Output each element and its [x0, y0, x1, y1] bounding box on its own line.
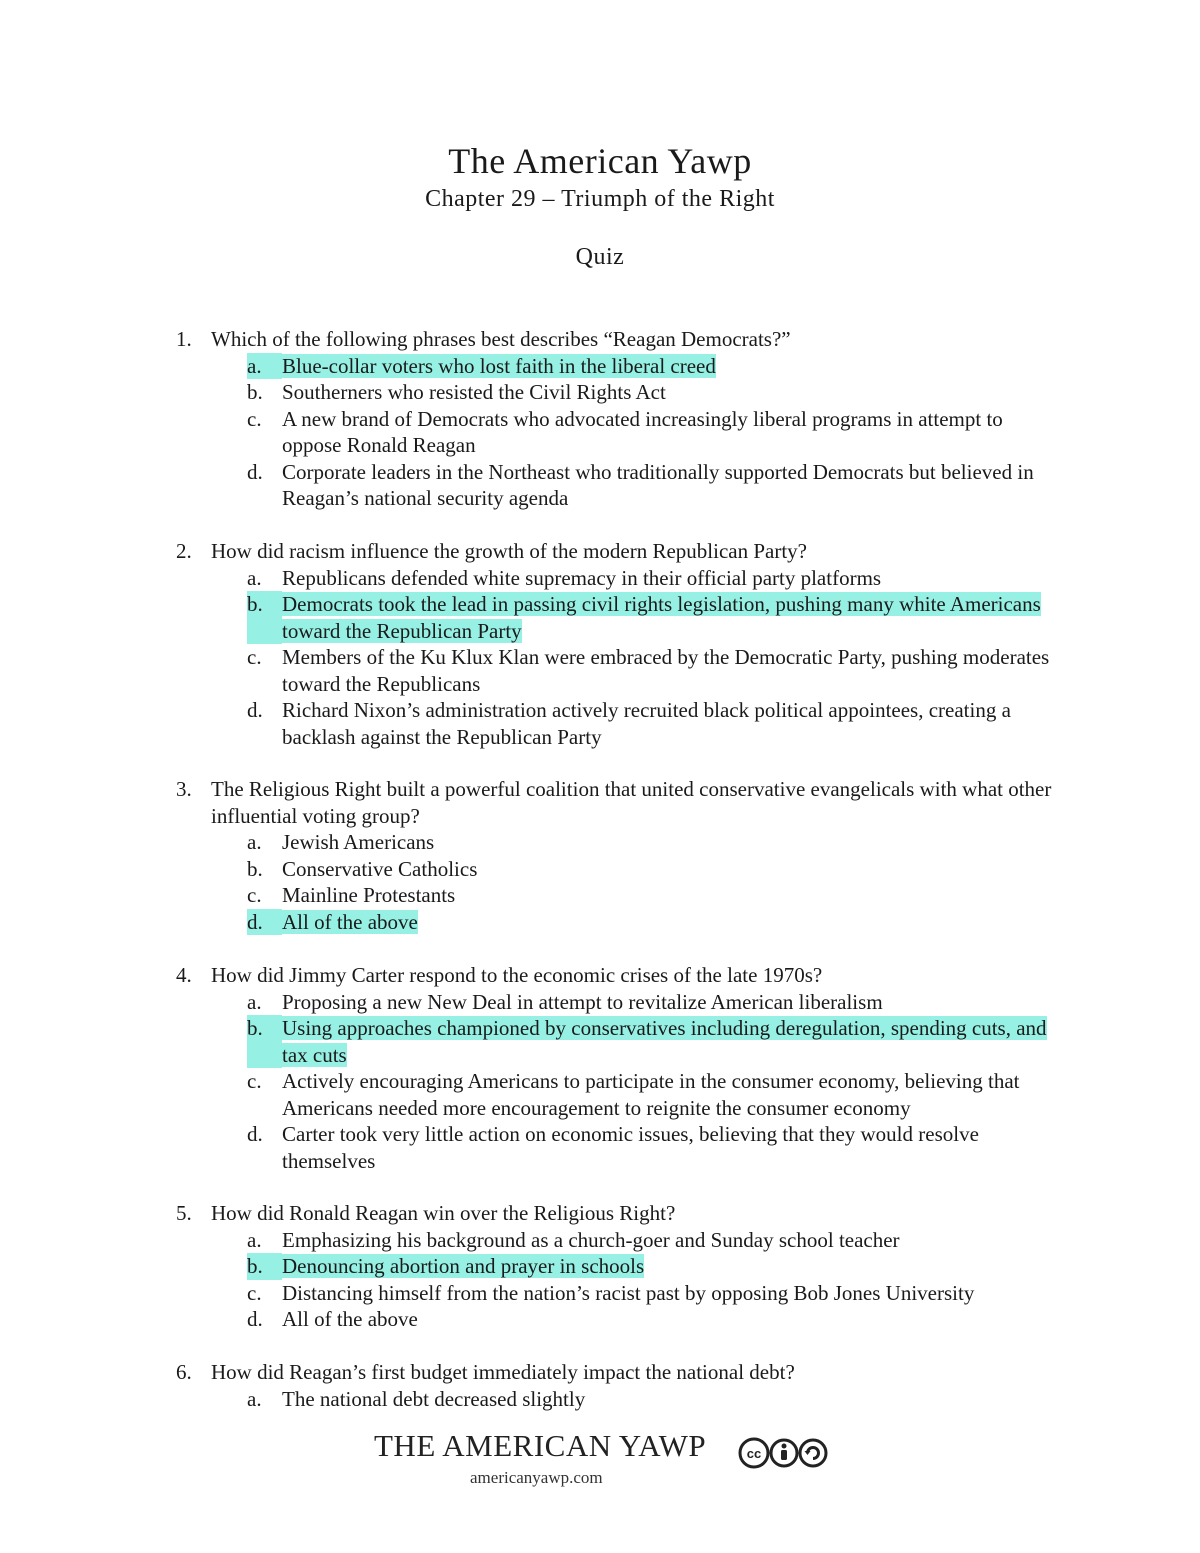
- document-title: The American Yawp: [448, 141, 752, 181]
- option-letter: a.: [247, 1227, 262, 1252]
- question-text: The Religious Right built a powerful coalition that united conservative evangelicals with what other influential voting group?: [211, 777, 1052, 828]
- quiz-label: Quiz: [575, 244, 625, 270]
- license-badge-icon: [738, 1436, 828, 1470]
- question-text: Which of the following phrases best describes “Reagan Democrats?”: [211, 327, 791, 351]
- answer-option: [247, 644, 1056, 697]
- option-letter: a.: [247, 565, 262, 590]
- answer-option: [247, 1015, 1056, 1068]
- answer-option: [247, 989, 1056, 1016]
- option-text: Members of the Ku Klux Klan were embraced by the Democratic Party, pushing moderates toward the Republicans: [282, 645, 1050, 696]
- question-2: [176, 538, 1056, 750]
- option-letter: b.: [247, 380, 263, 404]
- option-letter: c.: [247, 883, 262, 907]
- option-letter: b.: [247, 1253, 282, 1280]
- question-number: 3.: [176, 777, 192, 801]
- question-number: 1.: [176, 327, 192, 351]
- question-number: 4.: [176, 963, 192, 987]
- question-text: How did racism influence the growth of the modern Republican Party?: [211, 539, 807, 563]
- answer-option: [247, 909, 1056, 936]
- option-letter: b.: [247, 856, 263, 881]
- option-text: Actively encouraging Americans to participate in the consumer economy, believing that Americans needed more encouragement to reignite the consumer economy: [282, 1069, 1020, 1120]
- option-text: Southerners who resisted the Civil Rights Act: [282, 380, 666, 404]
- option-letter: d.: [247, 698, 263, 722]
- question-number: 5.: [176, 1201, 192, 1225]
- answer-option: [247, 882, 1056, 909]
- answer-option: [247, 565, 1056, 592]
- answer-option: [247, 1306, 1056, 1333]
- option-letter: d.: [247, 909, 282, 936]
- question-5: [176, 1200, 1056, 1333]
- option-text: Jewish Americans: [282, 830, 435, 854]
- answer-option: [247, 459, 1056, 512]
- question-text: How did Reagan’s first budget immediately impact the national debt?: [211, 1360, 795, 1384]
- option-text: A new brand of Democrats who advocated increasingly liberal programs in attempt to oppose Ronald Reagan: [282, 406, 1003, 457]
- question-text: How did Ronald Reagan win over the Religious Right?: [211, 1201, 676, 1225]
- option-text: All of the above: [282, 1307, 418, 1331]
- option-text: Using approaches championed by conservatives including deregulation, spending cuts, and tax cuts: [282, 1016, 1047, 1067]
- option-text: Democrats took the lead in passing civil rights legislation, pushing many white Americans toward the Republican Party: [282, 592, 1041, 643]
- option-text: Corporate leaders in the Northeast who traditionally supported Democrats but believed in Reagan’s national security agenda: [282, 459, 1034, 510]
- option-letter: a.: [247, 989, 262, 1014]
- answer-option: [247, 1280, 1056, 1307]
- chapter-subtitle: Chapter 29 – Triumph of the Right: [425, 186, 775, 212]
- option-text: Proposing a new New Deal in attempt to revitalize American liberalism: [282, 989, 883, 1014]
- option-text: All of the above: [282, 909, 418, 934]
- cc-by-sa-icon: [738, 1436, 828, 1470]
- answer-option: [247, 856, 1056, 883]
- question-text: How did Jimmy Carter respond to the economic crises of the late 1970s?: [211, 963, 823, 987]
- question-3: [176, 776, 1056, 935]
- option-letter: a.: [247, 353, 282, 380]
- answer-option: [247, 829, 1056, 856]
- option-letter: a.: [247, 830, 262, 854]
- option-text: Mainline Protestants: [282, 883, 456, 907]
- option-letter: c.: [247, 1069, 262, 1093]
- answer-option: [247, 1253, 1056, 1280]
- question-6: [176, 1359, 1056, 1412]
- option-text: Denouncing abortion and prayer in schools: [282, 1254, 645, 1278]
- option-text: Republicans defended white supremacy in their official party platforms: [282, 565, 882, 590]
- answer-option: [247, 1386, 1056, 1413]
- option-letter: d.: [247, 459, 263, 484]
- option-letter: d.: [247, 1307, 263, 1331]
- answer-option: [247, 1227, 1056, 1254]
- option-text: Blue-collar voters who lost faith in the liberal creed: [282, 353, 716, 378]
- answer-option: [247, 353, 1056, 380]
- question-number: 6.: [176, 1360, 192, 1384]
- option-letter: a.: [247, 1386, 262, 1411]
- logo-url: americanyawp.com: [470, 1468, 603, 1487]
- question-4: [176, 962, 1056, 1174]
- svg-text:cc: cc: [746, 1446, 762, 1461]
- option-letter: c.: [247, 1280, 262, 1305]
- answer-option: [247, 591, 1056, 644]
- answer-option: [247, 1121, 1056, 1174]
- option-letter: d.: [247, 1122, 263, 1146]
- answer-option: [247, 1068, 1056, 1121]
- question-1: [176, 326, 1056, 512]
- option-letter: c.: [247, 406, 262, 431]
- option-text: Carter took very little action on economic issues, believing that they would resolve themselves: [282, 1122, 979, 1173]
- option-letter: b.: [247, 591, 282, 644]
- option-text: Conservative Catholics: [282, 856, 478, 881]
- answer-option: [247, 406, 1056, 459]
- question-number: 2.: [176, 539, 192, 563]
- option-text: Richard Nixon’s administration actively recruited black political appointees, creating a backlash against the Republican Party: [282, 698, 1011, 749]
- option-text: Distancing himself from the nation’s racist past by opposing Bob Jones University: [282, 1280, 975, 1305]
- american-yawp-logo: [360, 1420, 840, 1490]
- option-text: The national debt decreased slightly: [282, 1386, 586, 1411]
- option-letter: b.: [247, 1015, 282, 1068]
- answer-option: [247, 379, 1056, 406]
- option-text: Emphasizing his background as a church-goer and Sunday school teacher: [282, 1227, 900, 1252]
- answer-option: [247, 697, 1056, 750]
- logo-text: THE AMERICAN YAWP: [374, 1428, 707, 1463]
- option-letter: c.: [247, 645, 262, 669]
